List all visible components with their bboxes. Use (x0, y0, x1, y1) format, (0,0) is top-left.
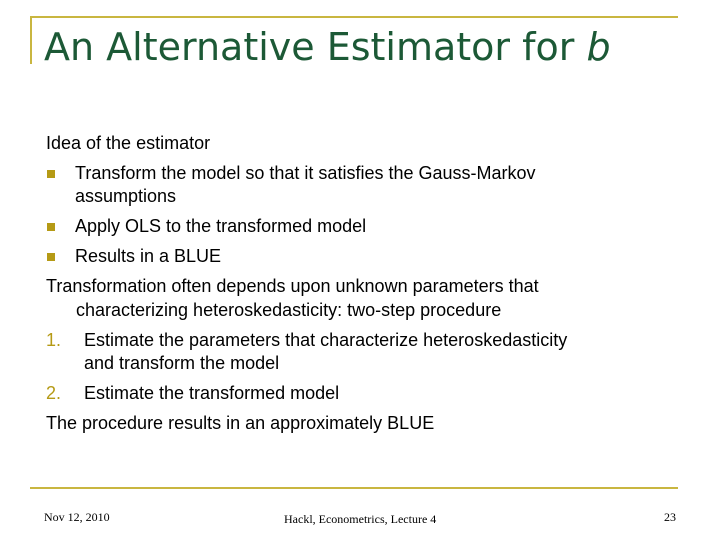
bullet-1-line-1: Transform the model so that it satisfies the Gauss-Markov (75, 163, 536, 183)
bullet-3-text: Results in a BLUE (75, 246, 222, 266)
step-2-text: Estimate the transformed model (84, 383, 340, 403)
page-number: 23 (664, 510, 676, 524)
transformation-line-2: characterizing heteroskedasticity: two-step procedure (76, 300, 502, 320)
square-bullet-icon (47, 170, 55, 178)
transformation-line-1: Transformation often depends upon unknown parameters that (46, 276, 539, 296)
step-1-line-2: and transform the model (84, 353, 280, 373)
footer-date: Nov 12, 2010 (44, 510, 110, 524)
title-frame-left-line (30, 16, 32, 64)
step-1-line-1: Estimate the parameters that characterize heteroskedasticity (84, 330, 568, 350)
step-1-number: 1. (46, 330, 62, 350)
title-frame-top-line (30, 16, 678, 18)
slide-title-variable: b (586, 25, 611, 69)
square-bullet-icon (47, 253, 55, 261)
conclusion-text: The procedure results in an approximately BLUE (46, 413, 435, 433)
footer-lecture-info: Hackl, Econometrics, Lecture 4 (284, 512, 437, 526)
bullet-2-text: Apply OLS to the transformed model (75, 216, 367, 236)
intro-text: Idea of the estimator (46, 133, 211, 153)
footer-divider (30, 487, 678, 489)
slide-title (44, 24, 611, 70)
slide-title-text: An Alternative Estimator for (44, 25, 587, 69)
step-2-number: 2. (46, 383, 62, 403)
bullet-1-line-2: assumptions (75, 186, 177, 206)
square-bullet-icon (47, 223, 55, 231)
